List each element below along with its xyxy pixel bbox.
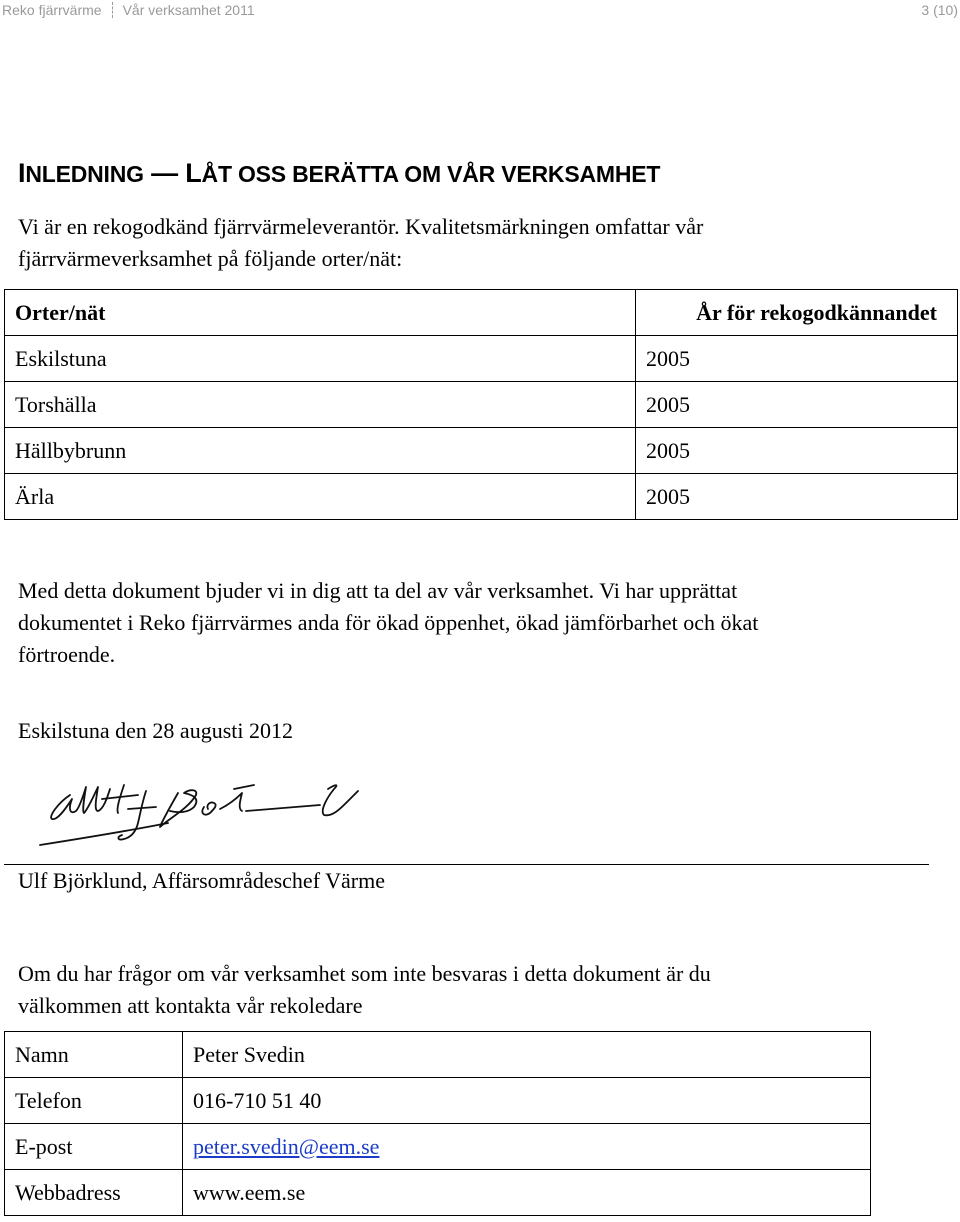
orter-table bbox=[4, 289, 958, 520]
orter-place: Torshälla bbox=[5, 382, 636, 428]
invite-line-3: förtroende. bbox=[18, 642, 116, 667]
invite-line-2: dokumentet i Reko fjärrvärmes anda för ökad öppenhet, ökad jämförbarhet och ökat bbox=[18, 610, 759, 635]
page-header bbox=[0, 0, 960, 24]
signer-name: Ulf Björklund, Affärsområdeschef Värme bbox=[18, 868, 385, 893]
intro-paragraph bbox=[18, 211, 703, 275]
contact-intro-line-1: Om du har frågor om vår verksamhet som inte besvaras i detta dokument är du bbox=[18, 961, 711, 986]
contact-email-link[interactable]: peter.svedin@eem.se bbox=[193, 1133, 380, 1159]
signature-line bbox=[4, 864, 929, 865]
contact-intro-paragraph bbox=[18, 958, 711, 1022]
table-row bbox=[5, 428, 958, 474]
section-heading bbox=[18, 158, 660, 189]
header-separator bbox=[112, 2, 113, 18]
table-row bbox=[5, 474, 958, 520]
contact-email-cell bbox=[183, 1124, 871, 1170]
page-number: 3 (10) bbox=[921, 2, 958, 18]
contact-name-value: Peter Svedin bbox=[183, 1032, 871, 1078]
contact-web-value: www.eem.se bbox=[183, 1170, 871, 1216]
contact-phone-value: 016-710 51 40 bbox=[183, 1078, 871, 1124]
table-row bbox=[5, 1078, 871, 1124]
contact-email-label: E-post bbox=[5, 1124, 183, 1170]
orter-year: 2005 bbox=[636, 336, 958, 382]
contact-phone-label: Telefon bbox=[5, 1078, 183, 1124]
contact-name-label: Namn bbox=[5, 1032, 183, 1078]
orter-table-header bbox=[5, 290, 958, 336]
orter-year: 2005 bbox=[636, 428, 958, 474]
orter-year: 2005 bbox=[636, 382, 958, 428]
orter-place: Ärla bbox=[5, 474, 636, 520]
header-left bbox=[2, 2, 255, 18]
signature-image bbox=[28, 765, 408, 855]
invite-paragraph bbox=[18, 575, 758, 671]
table-row bbox=[5, 336, 958, 382]
header-org: Reko fjärrvärme bbox=[2, 2, 102, 18]
place-date: Eskilstuna den 28 augusti 2012 bbox=[18, 718, 293, 743]
header-doc-title: Vår verksamhet 2011 bbox=[122, 2, 255, 18]
intro-line-1: Vi är en rekogodkänd fjärrvärmeleverantör. Kvalitetsmärkningen omfattar vår bbox=[18, 214, 704, 239]
table-row bbox=[5, 1170, 871, 1216]
heading-dash: — bbox=[143, 158, 186, 188]
contact-web-label: Webbadress bbox=[5, 1170, 183, 1216]
invite-line-1: Med detta dokument bjuder vi in dig att ta del av vår verksamhet. Vi har upprättat bbox=[18, 578, 738, 603]
heading-initial-2: L bbox=[185, 158, 202, 188]
table-row bbox=[5, 1032, 871, 1078]
orter-place: Eskilstuna bbox=[5, 336, 636, 382]
contact-table bbox=[4, 1031, 871, 1216]
heading-initial-1: I bbox=[18, 158, 26, 188]
orter-header-year: År för rekogodkännandet bbox=[636, 290, 958, 336]
orter-year: 2005 bbox=[636, 474, 958, 520]
orter-place: Hällbybrunn bbox=[5, 428, 636, 474]
intro-line-2: fjärrvärmeverksamhet på följande orter/nät: bbox=[18, 246, 403, 271]
table-row bbox=[5, 1124, 871, 1170]
table-row bbox=[5, 382, 958, 428]
heading-word-1: NLEDNING bbox=[25, 161, 144, 187]
orter-header-place: Orter/nät bbox=[5, 290, 636, 336]
contact-intro-line-2: välkommen att kontakta vår rekoledare bbox=[18, 993, 363, 1018]
heading-rest: ÅT OSS BERÄTTA OM VÅR VERKSAMHET bbox=[201, 161, 661, 187]
